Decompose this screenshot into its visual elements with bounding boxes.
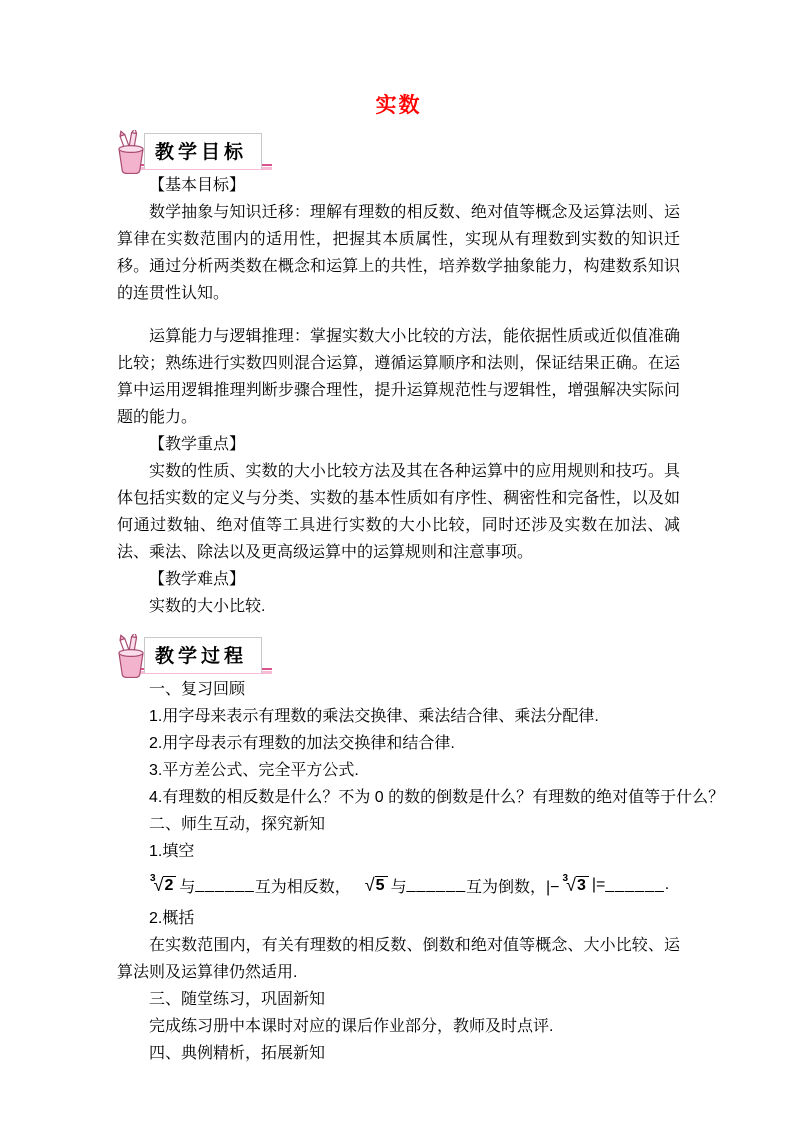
heading-basic-goals: 【基本目标】 [149,177,246,194]
list-item-review-2: 2.用字母表示有理数的加法交换律和结合律. [149,735,455,752]
heading-key-points: 【教学重点】 [149,436,246,453]
cube-root-2-term [150,873,176,895]
radicand: 5 [375,876,388,894]
heading-section-3: 三、随堂练习，巩固新知 [149,991,326,1008]
para-difficult-points: 实数的大小比较. [149,598,266,615]
heading-section-2: 二、师生互动，探究新知 [149,816,326,833]
pencil-cup-icon [111,634,151,678]
badge-box [144,637,262,673]
radicand: 2 [163,876,176,894]
radical-sign-icon: √ [153,875,164,895]
badge-label-objectives: 教学目标 [155,142,248,163]
badge-box [144,133,262,169]
doc-title: 实数 [375,94,422,117]
radical-index: 3 [150,873,156,884]
fill-blank-formula [117,865,680,905]
list-item-review-1: 1.用字母来表示有理数的乘法交换律、乘法结合律、乘法分配律. [149,708,599,725]
radical-sign-icon: √ [364,875,375,895]
para-classroom-practice: 完成练习册中本课时对应的课后作业部分，教师及时点评. [149,1018,554,1035]
formula-text: 与 [179,878,196,896]
heading-difficult-points: 【教学难点】 [149,571,246,588]
para-operation-reasoning: 运算能力与逻辑推理：掌握实数大小比较的方法，能依据性质或近似值准确比较；熟练进行实数四则混合运算，遵循运算顺序和法则，保证结果正确。在运算中运用逻辑推理判断步骤合理性，提升运算规范性与逻辑性，增强解决实际问题的能力。 [117,328,680,426]
sqrt-5-term [365,876,388,894]
list-item-review-3: 3.平方差公式、完全平方公式. [149,762,359,779]
radical-sign-icon: √ [566,875,576,895]
heading-section-4: 四、典例精析，拓展新知 [149,1045,326,1062]
heading-section-1: 一、复习回顾 [149,681,246,698]
cube-root-3-term [562,873,589,895]
formula-text: 与 [390,878,407,896]
blank-line-2: ______ [406,876,466,893]
radical-index: 3 [562,873,569,884]
subitem-summary: 2.概括 [149,910,195,927]
para-summary: 在实数范围内，有关有理数的相反数、倒数和绝对值等概念、大小比较、运算法则及运算律仍然适用. [117,937,680,981]
blank-line-3: ______ [605,876,665,893]
section-badge-objectives [111,130,262,169]
blank-line-1: ______ [195,876,255,893]
badge-label-process: 教学过程 [155,646,248,667]
formula-text: |= [591,876,606,893]
pencil-cup-icon [111,130,151,174]
formula-text: 互为倒数，|− [465,878,560,896]
formula-text: . [664,876,670,893]
para-key-points: 实数的性质、实数的大小比较方法及其在各种运算中的应用规则和技巧。具体包括实数的定义与分类、实数的基本性质如有序性、稠密性和完备性，以及如何通过数轴、绝对值等工具进行实数的大小比较，同时还涉及实数在加法、减法、乘法、除法以及更高级运算中的运算规则和注意事项。 [117,463,680,561]
subitem-fill-blank: 1.填空 [149,843,195,860]
section-badge-process [111,634,262,673]
list-item-review-4: 4.有理数的相反数是什么？不为 0 的数的倒数是什么？有理数的绝对值等于什么？ [149,789,725,806]
radicand: 3 [576,876,589,894]
formula-text: 互为相反数， [254,878,351,896]
para-abstraction-transfer: 数学抽象与知识迁移：理解有理数的相反数、绝对值等概念及运算法则、运算律在实数范围内的适用性，把握其本质属性，实现从有理数到实数的知识迁移。通过分析两类数在概念和运算上的共性，培养数学抽象能力，构建数系知识的连贯性认知。 [117,204,680,302]
